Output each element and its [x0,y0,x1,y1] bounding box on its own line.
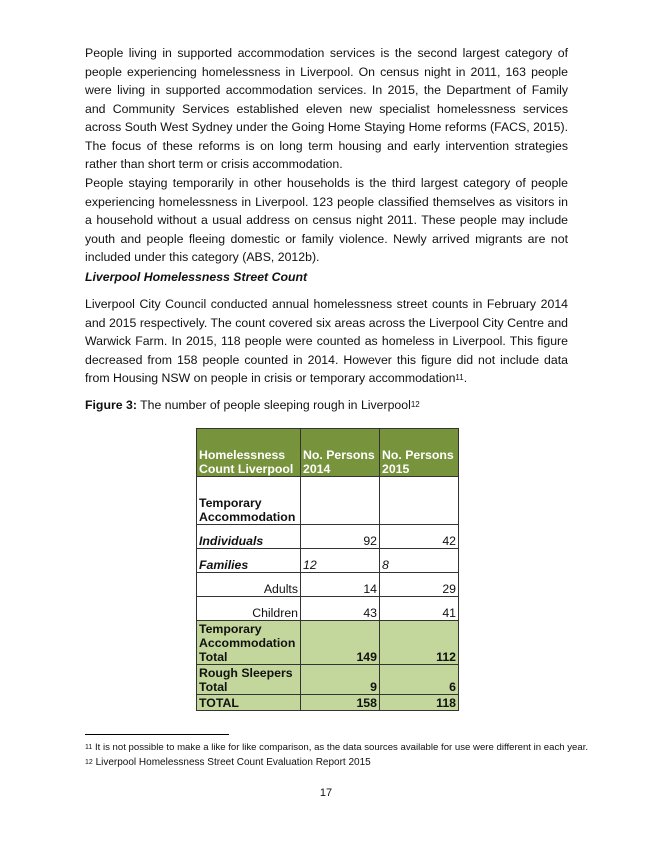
figure-caption [85,398,420,412]
footnote-11-text: It is not possible to make a like for like comparison, as the data sources available for use were different in each year. [92,742,589,753]
section-heading: Liverpool Homelessness Street Count [85,270,308,284]
row-label-families: Families [197,549,301,573]
footnote-ref-11: 11 [455,373,464,382]
cell-2015: 29 [380,573,459,597]
row-label-adults: Adults [197,573,301,597]
table-row [197,525,459,549]
cell-2014: 158 [301,695,380,711]
cell-2015: 42 [380,525,459,549]
footnote-12-text: Liverpool Homelessness Street Count Evaluation Report 2015 [92,757,371,768]
header-persons-2014: No. Persons 2014 [301,429,380,477]
cell-2015: 41 [380,597,459,621]
row-label-children: Children [197,597,301,621]
cell-2014 [301,477,380,525]
table-row [197,549,459,573]
footnote-number-12: 12 [85,759,93,766]
table-row [197,597,459,621]
footnote-12 [85,757,371,768]
cell-2015: 112 [380,621,459,665]
table-row [197,477,459,525]
row-label-ta-total: Temporary Accommodation Total [197,621,301,665]
footnote-divider [85,734,229,735]
footnote-11 [85,742,588,753]
cell-2014: 9 [301,665,380,695]
cell-2015 [380,477,459,525]
row-label-individuals: Individuals [197,525,301,549]
table-row [197,573,459,597]
paragraph-street-count-text: Liverpool City Council conducted annual homelessness street counts in February 2014 and 2015 respectively. The count covered six areas across the Liverpool City Centre and Warwick Farm. In 2015, 118 people were counted as homeless in Liverpool. This figure decreased from 158 people counted in 2014. However this figure did not include data from Housing NSW on people in crisis or temporary accommodation [85,297,568,385]
cell-2015: 6 [380,665,459,695]
paragraph-street-count [85,295,568,388]
page-number: 17 [319,787,333,799]
table-row [197,621,459,665]
paragraph-supported-accommodation: People living in supported accommodation services is the second largest category of people experiencing homelessness in Liverpool. On census night in 2011, 163 people were living in supported accommodation services. In 2015, the Department of Family and Community Services established eleven new specialist homelessness services across South West Sydney under the Going Home Staying Home reforms (FACS, 2015). The focus of these reforms is on long term housing and early intervention strategies rather than short term or crisis accommodation. [85,46,568,171]
cell-2015: 118 [380,695,459,711]
paragraph-street-count-end: . [463,371,468,385]
row-label-temporary-accommodation: Temporary Accommodation [197,477,301,525]
row-label-rough-sleepers: Rough Sleepers Total [197,665,301,695]
table-header-row [197,429,459,477]
cell-2014: 149 [301,621,380,665]
figure-caption-text: The number of people sleeping rough in Liverpool [136,398,411,412]
cell-2014: 43 [301,597,380,621]
table-row [197,695,459,711]
figure-label: Figure 3: [85,398,137,412]
header-count-liverpool: Homelessness Count Liverpool [197,429,301,477]
footnote-ref-12: 12 [410,400,420,409]
paragraph-temporary-households: People staying temporarily in other households is the third largest category of people experiencing homelessness in Liverpool. 123 people classified themselves as visitors in a household without a usual address on census night 2011. These people may include youth and people fleeing domestic or family violence. Newly arrived migrants are not included under this category (ABS, 2012b). [85,176,568,264]
cell-2015: 8 [380,549,459,573]
cell-2014: 12 [301,549,380,573]
table-row [197,665,459,695]
cell-2014: 92 [301,525,380,549]
row-label-total: TOTAL [197,695,301,711]
footnote-number-11: 11 [85,744,93,751]
homelessness-count-table [196,428,459,711]
cell-2014: 14 [301,573,380,597]
header-persons-2015: No. Persons 2015 [380,429,459,477]
